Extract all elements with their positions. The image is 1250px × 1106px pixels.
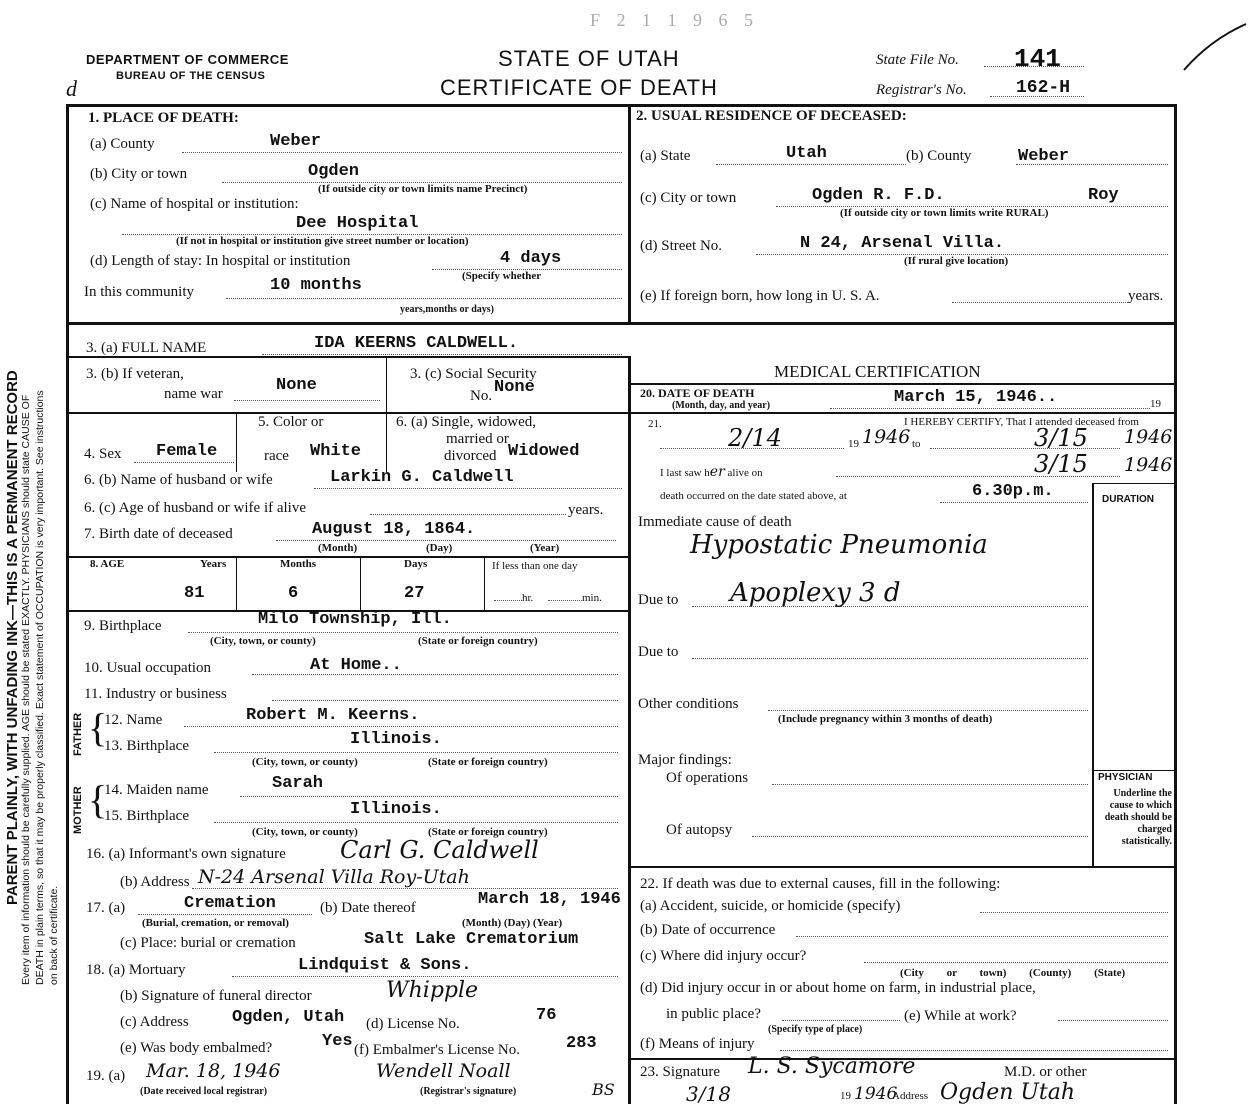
side-margin-line3: DEATH in plain terms, so that it may be properly classified. Exact statement of OCCUPATION is very important. See instructions xyxy=(34,390,46,985)
residence-city-note: (If outside city or town limits write RURAL) xyxy=(840,207,1049,219)
embalmer-label: (f) Embalmer's License No. xyxy=(354,1042,520,1058)
age-hr: hr. xyxy=(494,592,533,604)
father-brace: { xyxy=(88,705,108,750)
place-hospital-label: (c) Name of hospital or institution: xyxy=(90,196,299,212)
age-col1 xyxy=(236,556,237,612)
mother-brace: { xyxy=(88,777,108,822)
place-cremation-label: (c) Place: burial or cremation xyxy=(120,935,296,951)
birthplace-note1: (City, town, or county) xyxy=(210,635,316,647)
death-date-line xyxy=(830,408,1150,409)
place-community-line xyxy=(226,298,622,299)
place-community-label: In this community xyxy=(84,284,194,300)
vet-col1 xyxy=(236,412,237,472)
side-margin-line4: on back of certificate. xyxy=(48,885,60,985)
spouse-age-label: 6. (c) Age of husband or wife if alive xyxy=(84,500,307,516)
date-thereof-value: March 18, 1946 xyxy=(478,890,621,909)
physician-sig-year-prefix: 19 xyxy=(840,1090,851,1102)
informant-label: 16. (a) Informant's own signature xyxy=(86,846,286,862)
mother-name-label: 14. Maiden name xyxy=(104,782,209,798)
registrar-initials: BS xyxy=(592,1080,615,1099)
ss-label2: No. xyxy=(470,388,493,404)
operations-label: Of operations xyxy=(666,770,749,786)
other-note: (Include pregnancy within 3 months of death) xyxy=(778,713,993,725)
residence-street-label: (d) Street No. xyxy=(640,238,723,254)
external-e-line xyxy=(1058,1020,1168,1021)
certify-from-year: 1946 xyxy=(862,426,911,448)
mortuary-address-label: (c) Address xyxy=(120,1014,189,1030)
divider-age-top xyxy=(66,556,628,558)
physician-sig-date: 3/18 xyxy=(686,1082,731,1106)
certify-to-label: to xyxy=(912,438,921,450)
disposal-note: (Burial, cremation, or removal) xyxy=(142,917,289,929)
color-value: White xyxy=(310,442,362,461)
ss-col xyxy=(386,358,387,414)
frame-top xyxy=(66,104,1176,107)
physician-sig-label: 23. Signature xyxy=(640,1064,720,1080)
death-date-label: 20. DATE OF DEATH xyxy=(640,386,755,400)
received-note: (Date received local registrar) xyxy=(140,1086,268,1097)
marital-label3: divorced xyxy=(444,448,497,464)
side-margin-line1: PARENT PLAINLY, WITH UNFADING INK—THIS IS A PERMANENT RECORD xyxy=(4,370,21,905)
physician-sig-year: 1946 xyxy=(854,1084,898,1104)
registrar-value: 162-H xyxy=(1016,78,1071,98)
physician-md: M.D. or other xyxy=(1004,1064,1087,1080)
license-value: 76 xyxy=(536,1006,557,1025)
frame-right xyxy=(1174,104,1177,1104)
spouse-line xyxy=(314,488,622,489)
place-county-label: (a) County xyxy=(90,136,155,152)
father-side-label: FATHER xyxy=(72,712,84,756)
autopsy-line xyxy=(752,836,1088,837)
age-label: 8. AGE xyxy=(90,558,125,570)
birth-value: August 18, 1864. xyxy=(312,520,476,539)
physician-signature: L. S. Sycamore xyxy=(748,1054,916,1079)
marital-value: Widowed xyxy=(508,442,580,461)
due1-label: Due to xyxy=(638,592,679,608)
received-value: Mar. 18, 1946 xyxy=(146,1060,281,1082)
autopsy-label: Of autopsy xyxy=(666,822,733,838)
other-line xyxy=(768,710,1088,711)
divider-vet xyxy=(66,412,628,414)
informant-address-label: (b) Address xyxy=(120,874,190,890)
residence-foreign-suffix: years. xyxy=(1128,288,1164,304)
embalmed-label: (e) Was body embalmed? xyxy=(120,1040,273,1056)
occurred-time: 6.30p.m. xyxy=(972,482,1054,501)
residence-state-line xyxy=(716,164,906,165)
mortuary-label: 18. (a) Mortuary xyxy=(86,962,186,978)
mortuary-line xyxy=(232,976,618,977)
birthplace-line xyxy=(188,632,618,633)
side-margin-line2: Every item of information should be carefully supplied. AGE should be stated EXACTLY. PHYSICIANS should state CAUSE OF xyxy=(20,394,32,985)
father-bp-note1: (City, town, or county) xyxy=(252,756,358,768)
state-file-value: 141 xyxy=(1014,44,1061,74)
medical-title: MEDICAL CERTIFICATION xyxy=(774,362,981,381)
certify-from-year-prefix: 19 xyxy=(848,438,859,450)
mother-bp-label: 15. Birthplace xyxy=(104,808,189,824)
mother-side-label: MOTHER xyxy=(72,786,84,834)
external-d2: in public place? xyxy=(666,1006,761,1022)
side-margin xyxy=(0,0,60,1104)
birthplace-note2: (State or foreign country) xyxy=(418,635,538,647)
external-d2-line xyxy=(782,1020,900,1021)
color-label2: race xyxy=(264,448,289,464)
marital-label: 6. (a) Single, widowed, xyxy=(396,414,536,430)
top-stamp: F 2 1 1 9 6 5 xyxy=(590,10,760,30)
age-days: 27 xyxy=(404,584,425,603)
certificate-title: CERTIFICATE OF DEATH xyxy=(440,75,718,100)
frame-left xyxy=(66,104,69,1104)
mother-name-line xyxy=(240,796,618,797)
place-stay-note: (Specify whether xyxy=(462,270,542,282)
residence-street-note: (If rural give location) xyxy=(904,255,1009,267)
place-county-value: Weber xyxy=(270,132,322,151)
external-d: (d) Did injury occur in or about home on farm, in industrial place, xyxy=(640,980,1036,996)
marital-col xyxy=(386,412,387,472)
place-cremation-value: Salt Lake Crematorium xyxy=(364,930,579,949)
last-seen-label: I last saw her alive on xyxy=(660,464,763,480)
residence-county-label: (b) County xyxy=(906,148,972,164)
place-stay-label: (d) Length of stay: In hospital or institution xyxy=(90,253,351,269)
days-label: Days xyxy=(404,558,428,570)
veteran-value: None xyxy=(276,376,317,395)
industry-label: 11. Industry or business xyxy=(84,686,227,702)
divider-med xyxy=(631,383,1176,385)
birth-month-note: (Month) xyxy=(318,542,358,554)
marital-label2: married or xyxy=(446,431,509,447)
other-label: Other conditions xyxy=(638,696,739,712)
birth-year-note: (Year) xyxy=(530,542,560,554)
residence-foreign-line xyxy=(952,302,1128,303)
death-date-note: (Month, day, and year) xyxy=(672,400,771,411)
external-a: (a) Accident, suicide, or homicide (specify) xyxy=(640,898,901,914)
physician-address: Ogden Utah xyxy=(940,1080,1076,1105)
physician-box-title: PHYSICIAN xyxy=(1098,772,1153,783)
last-seen-value: 3/15 xyxy=(1034,450,1088,478)
place-city-value: Ogden xyxy=(308,162,360,181)
operations-line xyxy=(772,784,1088,785)
veteran-line xyxy=(234,400,380,401)
spouse-age-suffix: years. xyxy=(568,502,604,518)
months-label: Months xyxy=(280,558,317,570)
birthplace-value: Milo Township, Ill. xyxy=(258,610,452,629)
residence-state-value: Utah xyxy=(786,144,827,163)
physician-box-text: Underline the cause to which death should be charged statistically. xyxy=(1104,788,1172,847)
industry-line xyxy=(272,700,618,701)
sex-value: Female xyxy=(156,442,218,461)
years-label: Years xyxy=(200,558,227,570)
duration-col xyxy=(1092,483,1094,867)
registrar-label: Registrar's No. xyxy=(876,82,967,98)
spouse-label: 6. (b) Name of husband or wife xyxy=(84,472,273,488)
father-name-value: Robert M. Keerns. xyxy=(246,706,420,725)
birth-label: 7. Birth date of deceased xyxy=(84,526,233,542)
divider-main xyxy=(628,356,631,1104)
mortuary-value: Lindquist & Sons. xyxy=(298,956,472,975)
residence-county-value: Weber xyxy=(1018,147,1070,166)
duration-top xyxy=(1092,483,1176,484)
veteran-label2: name war xyxy=(164,386,223,402)
place-city-label: (b) City or town xyxy=(90,166,188,182)
father-bp-line xyxy=(214,752,618,753)
informant-address-line xyxy=(192,888,618,889)
due2-line xyxy=(692,658,1088,659)
date-thereof-label: (b) Date thereof xyxy=(320,900,416,916)
external-c-line xyxy=(864,962,1168,963)
certify-to-year: 1946 xyxy=(1124,426,1173,448)
duration-label: DURATION xyxy=(1102,494,1155,505)
age-months: 6 xyxy=(288,584,299,603)
external-b: (b) Date of occurrence xyxy=(640,922,776,938)
received-label: 19. (a) xyxy=(86,1068,126,1084)
age-years: 81 xyxy=(184,584,205,603)
residence-city-label: (c) City or town xyxy=(640,190,737,206)
occupation-line xyxy=(252,674,618,675)
immediate-value: Hypostatic Pneumonia xyxy=(690,530,988,560)
registrar-note: (Registrar's signature) xyxy=(420,1086,517,1097)
age-col2 xyxy=(360,556,361,612)
director-signature: Whipple xyxy=(386,978,479,1003)
informant-signature: Carl G. Caldwell xyxy=(340,836,539,864)
divider-date xyxy=(631,412,1176,414)
death-date-value: March 15, 1946.. xyxy=(894,388,1058,407)
registrar-signature: Wendell Noall xyxy=(376,1060,511,1082)
name-label: 3. (a) FULL NAME xyxy=(86,340,207,356)
father-bp-value: Illinois. xyxy=(350,730,442,749)
external-f-line xyxy=(780,1050,1168,1051)
place-county-line xyxy=(182,152,622,153)
mother-bp-line xyxy=(214,822,618,823)
divider-top xyxy=(628,104,631,324)
birth-line xyxy=(276,540,616,541)
bureau-label: BUREAU OF THE CENSUS xyxy=(116,70,266,82)
external-f: (f) Means of injury xyxy=(640,1036,755,1052)
embalmed-value: Yes xyxy=(322,1032,353,1051)
external-c: (c) Where did injury occur? xyxy=(640,948,807,964)
mother-bp-note2: (State or foreign country) xyxy=(428,826,548,838)
ss-value: None xyxy=(494,378,535,397)
father-bp-note2: (State or foreign country) xyxy=(428,756,548,768)
place-community-value: 10 months xyxy=(270,276,362,295)
certify-to: 3/15 xyxy=(1034,424,1088,452)
veteran-label: 3. (b) If veteran, xyxy=(86,366,184,382)
corner-mark: d xyxy=(66,76,77,101)
place-stay-value: 4 days xyxy=(500,249,562,268)
spouse-value: Larkin G. Caldwell xyxy=(330,468,514,487)
embalmer-value: 283 xyxy=(566,1034,597,1053)
father-name-line xyxy=(184,726,618,727)
divider-row1 xyxy=(66,322,1176,325)
father-bp-label: 13. Birthplace xyxy=(104,738,189,754)
residence-title: 2. USUAL RESIDENCE OF DECEASED: xyxy=(636,108,907,124)
certify-text: I HEREBY CERTIFY, That I attended deceased from xyxy=(904,416,1139,428)
physician-top xyxy=(1092,770,1176,771)
physician-address-label: Address xyxy=(892,1090,929,1102)
sex-line xyxy=(134,462,234,463)
disposal-line xyxy=(138,914,312,915)
due2-label: Due to xyxy=(638,644,679,660)
residence-street-value: N 24, Arsenal Villa. xyxy=(800,234,1005,253)
dept-label: DEPARTMENT OF COMMERCE xyxy=(86,52,289,67)
residence-city-value: Ogden R. F.D. xyxy=(812,186,945,205)
residence-foreign-label: (e) If foreign born, how long in U. S. A. xyxy=(640,288,880,304)
birthplace-label: 9. Birthplace xyxy=(84,618,162,634)
sex-label: 4. Sex xyxy=(84,446,122,462)
state-file-label: State File No. xyxy=(876,52,959,68)
name-value: IDA KEERNS CALDWELL. xyxy=(314,334,519,353)
certify-num: 21. xyxy=(648,418,662,430)
date-thereof-note: (Month) (Day) (Year) xyxy=(462,917,563,929)
place-hospital-note: (If not in hospital or institution give street number or location) xyxy=(176,235,469,247)
mother-bp-note1: (City, town, or county) xyxy=(252,826,358,838)
place-city-note: (If outside city or town limits name Precinct) xyxy=(318,183,528,195)
place-title: 1. PLACE OF DEATH: xyxy=(88,110,239,126)
external-label: 22. If death was due to external causes, fill in the following: xyxy=(640,876,1001,892)
disposal-value: Cremation xyxy=(184,894,276,913)
external-e: (e) While at work? xyxy=(904,1008,1017,1024)
birth-day-note: (Day) xyxy=(426,542,453,554)
certify-from: 2/14 xyxy=(728,424,782,452)
place-community-note: years,months or days) xyxy=(400,304,494,315)
external-c-note: (City or town) (County) (State) xyxy=(900,967,1126,979)
mother-name-value: Sarah xyxy=(272,774,324,793)
age-min: min. xyxy=(548,592,602,604)
residence-city-value2: Roy xyxy=(1088,186,1119,205)
external-d-note: (Specify type of place) xyxy=(768,1024,863,1035)
ss-label: 3. (c) Social Security xyxy=(410,366,537,382)
father-name-label: 12. Name xyxy=(104,712,163,728)
occurred-line xyxy=(940,502,1088,503)
immediate-label: Immediate cause of death xyxy=(638,514,792,530)
director-label: (b) Signature of funeral director xyxy=(120,988,312,1004)
spouse-age-line xyxy=(370,514,566,515)
mortuary-address-value: Ogden, Utah xyxy=(232,1008,345,1027)
license-label: (d) License No. xyxy=(366,1016,460,1032)
last-seen-year: 1946 xyxy=(1124,454,1173,476)
external-a-line xyxy=(980,912,1168,913)
mother-bp-value: Illinois. xyxy=(350,800,442,819)
state-title: STATE OF UTAH xyxy=(498,46,680,71)
occurred-label: death occurred on the date stated above, at xyxy=(660,490,847,502)
death-date-suffix: 19 xyxy=(1150,398,1161,410)
occupation-value: At Home.. xyxy=(310,656,402,675)
place-hospital-value: Dee Hospital xyxy=(296,214,419,233)
divider-external xyxy=(631,866,1176,868)
residence-state-label: (a) State xyxy=(640,148,691,164)
major-label: Major findings: xyxy=(638,752,732,768)
disposal-label: 17. (a) xyxy=(86,900,126,916)
due1-value: Apoplexy 3 d xyxy=(730,578,901,608)
lessday-label: If less than one day xyxy=(492,560,578,572)
corner-stroke xyxy=(1180,20,1250,80)
name-line xyxy=(262,354,622,355)
external-b-line xyxy=(796,936,1168,937)
certify-to-line xyxy=(930,448,1120,449)
age-col3 xyxy=(484,556,485,612)
occupation-label: 10. Usual occupation xyxy=(84,660,212,676)
color-label: 5. Color or xyxy=(258,414,324,430)
informant-address-value: N-24 Arsenal Villa Roy-Utah xyxy=(198,866,470,888)
